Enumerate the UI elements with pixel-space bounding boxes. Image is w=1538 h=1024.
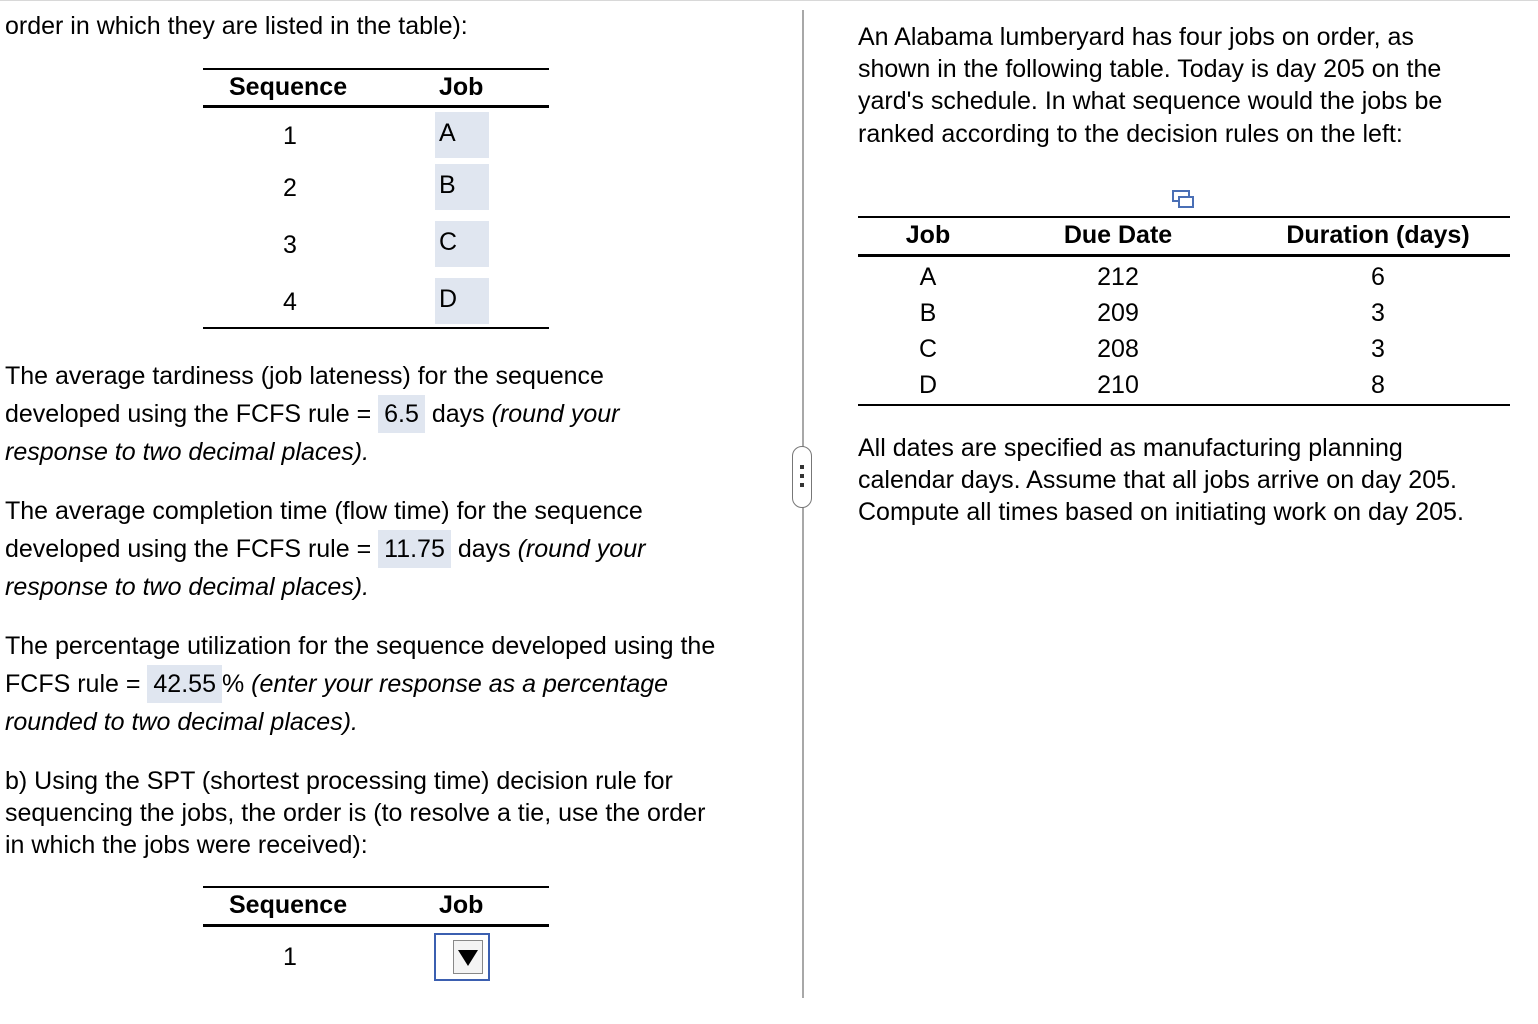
job-cell: D	[918, 371, 938, 399]
header-job: Job	[905, 221, 951, 249]
due-cell: 208	[1097, 335, 1139, 363]
tardiness-line1: The average tardiness (job lateness) for the sequence	[5, 362, 604, 390]
problem-line3: yard's schedule. In what sequence would the jobs be	[858, 87, 1443, 115]
flow-line3: response to two decimal places).	[5, 573, 370, 601]
job-cell: B	[919, 299, 937, 327]
tardiness-unit: days	[431, 400, 485, 428]
sequence-cell: 4	[283, 288, 297, 316]
job-answer-cell[interactable]	[435, 164, 489, 210]
jobs-table	[858, 216, 1510, 408]
note-line3: Compute all times based on initiating work on day 205.	[858, 498, 1464, 526]
note-line1: All dates are specified as manufacturing planning	[858, 434, 1403, 462]
job-answer-cell[interactable]	[435, 221, 489, 267]
flow-unit: days	[457, 535, 511, 563]
utilization-prefix: FCFS rule =	[5, 670, 141, 698]
copy-icon[interactable]	[1171, 189, 1195, 211]
job-answer-cell[interactable]	[435, 278, 489, 324]
intro-text: order in which they are listed in the table):	[5, 12, 468, 40]
dropdown-button[interactable]	[453, 940, 483, 974]
caret-down-icon	[458, 950, 478, 966]
utilization-line1: The percentage utilization for the sequence developed using the	[5, 632, 716, 660]
header-sequence: Sequence	[229, 891, 348, 919]
header-duration: Duration (days)	[1286, 221, 1470, 249]
header-due-date: Due Date	[1063, 221, 1173, 249]
duration-cell: 6	[1371, 263, 1385, 291]
table-header-rule	[203, 105, 549, 108]
spt-line1: b) Using the SPT (shortest processing time) decision rule for	[5, 767, 673, 795]
table-top-rule	[858, 216, 1510, 218]
tardiness-note: (round your	[491, 400, 620, 428]
note-line2: calendar days. Assume that all jobs arrive on day 205.	[858, 466, 1457, 494]
fcfs-sequence-table	[203, 68, 549, 330]
header-sequence: Sequence	[229, 73, 348, 101]
duration-cell: 3	[1371, 335, 1385, 363]
spt-line2: sequencing the jobs, the order is (to resolve a tie, use the order	[5, 799, 706, 827]
job-answer-value: A	[439, 119, 456, 147]
flow-prefix: developed using the FCFS rule =	[5, 535, 372, 563]
table-top-rule	[203, 886, 549, 888]
utilization-line3: rounded to two decimal places).	[5, 708, 358, 736]
problem-line1: An Alabama lumberyard has four jobs on order, as	[858, 23, 1414, 51]
job-answer-value: B	[439, 171, 456, 199]
utilization-answer[interactable]: 42.55	[147, 665, 222, 703]
header-job: Job	[439, 891, 484, 919]
tardiness-line3: response to two decimal places).	[5, 438, 370, 466]
table-header-rule	[203, 924, 549, 927]
sequence-cell: 1	[283, 122, 297, 150]
job-answer-cell[interactable]	[435, 112, 489, 158]
job-answer-value: C	[439, 228, 458, 256]
job-cell: A	[919, 263, 937, 291]
utilization-line2	[5, 665, 668, 703]
header-job: Job	[439, 73, 484, 101]
tardiness-answer[interactable]: 6.5	[378, 395, 425, 433]
flow-answer[interactable]: 11.75	[378, 530, 451, 568]
due-cell: 212	[1097, 263, 1139, 291]
due-cell: 210	[1097, 371, 1139, 399]
sequence-cell: 1	[283, 943, 297, 971]
resize-handle[interactable]	[792, 446, 812, 508]
problem-line4: ranked according to the decision rules on the left:	[858, 120, 1403, 148]
job-answer-value: D	[439, 285, 458, 313]
job-cell: C	[918, 335, 938, 363]
due-cell: 209	[1097, 299, 1139, 327]
utilization-unit: %	[221, 670, 245, 698]
utilization-note: (enter your response as a percentage	[251, 670, 669, 698]
job-dropdown[interactable]	[434, 933, 490, 981]
sequence-cell: 3	[283, 231, 297, 259]
flow-line2	[5, 530, 645, 568]
tardiness-line2	[5, 395, 619, 433]
spt-sequence-table	[203, 886, 549, 996]
sequence-cell: 2	[283, 174, 297, 202]
table-bottom-rule	[858, 404, 1510, 406]
tardiness-prefix: developed using the FCFS rule =	[5, 400, 372, 428]
flow-note: (round your	[517, 535, 646, 563]
top-border	[0, 0, 1538, 1]
duration-cell: 3	[1371, 299, 1385, 327]
table-top-rule	[203, 68, 549, 70]
problem-line2: shown in the following table. Today is day 205 on the	[858, 55, 1442, 83]
table-bottom-rule	[203, 327, 549, 329]
spt-line3: in which the jobs were received):	[5, 831, 368, 859]
duration-cell: 8	[1371, 371, 1385, 399]
drag-dots-icon	[800, 465, 804, 492]
flow-line1: The average completion time (flow time) for the sequence	[5, 497, 643, 525]
table-header-rule	[858, 254, 1510, 257]
